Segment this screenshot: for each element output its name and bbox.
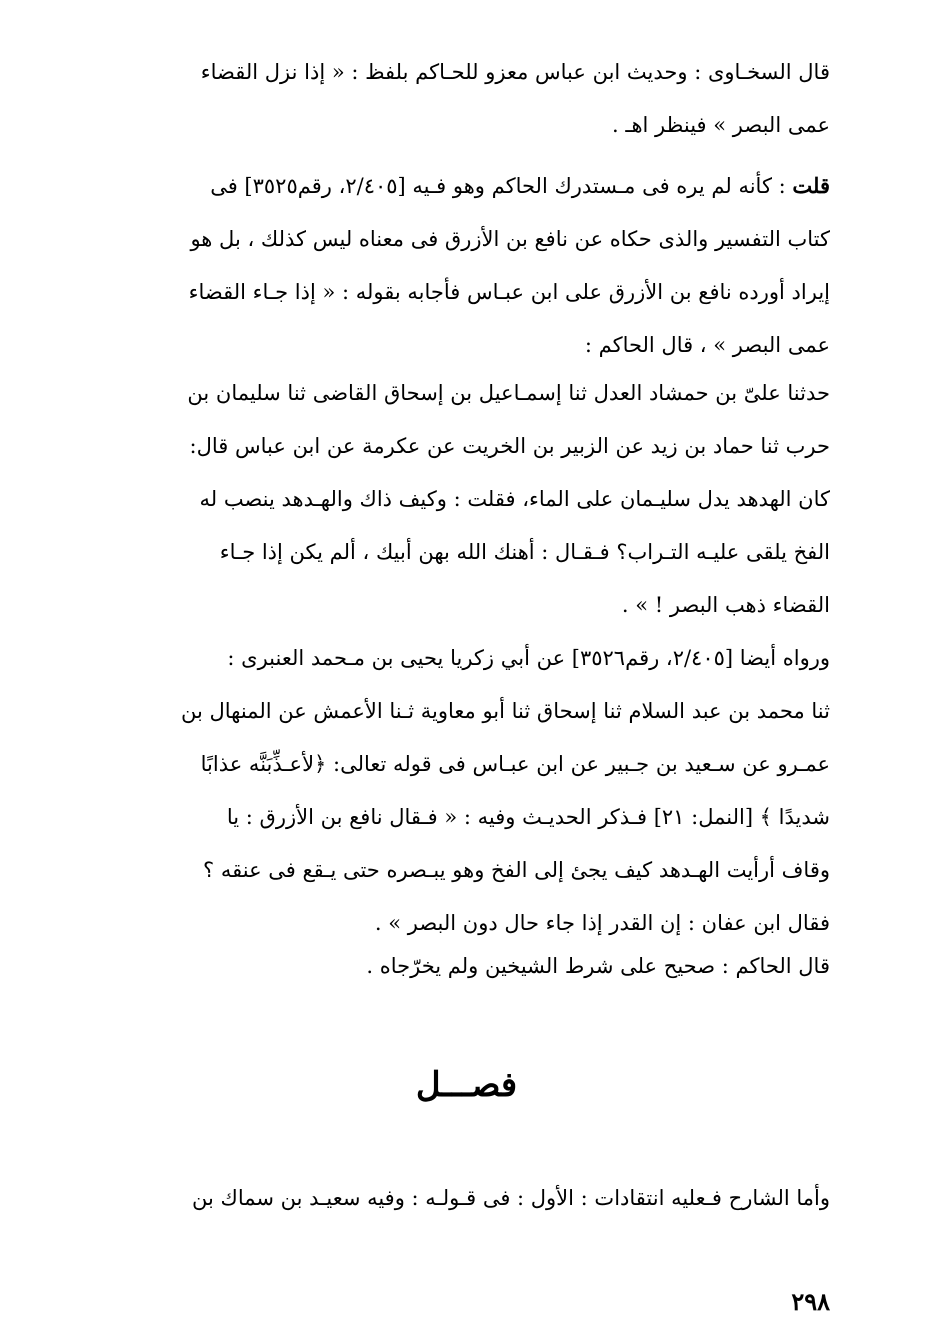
text-line: الفخ يلقى عليـه التـراب؟ فـقـال : أهنك الله بهن أبيك ، ألم يكن إذا جـاء [219, 540, 830, 564]
paragraph-final [118, 1172, 830, 1225]
text-line: عمى البصر » ، قال الحاكم : [584, 333, 830, 357]
paragraph-hadith-chain [118, 367, 830, 632]
paragraph-hakim-verdict [118, 940, 830, 993]
text-line: كان الهدهد يدل سليـمان على الماء، فقلت : وكيف ذاك والهـدهد ينصب له [199, 487, 830, 511]
text-line: وأما الشارح فـعليه انتقادات : الأول : فى قـولـه : وفيه سعيـد بن سماك بن [192, 1186, 830, 1210]
text-line: ثنا محمد بن عبد السلام ثنا إسحاق ثنا أبو معاوية ثـنا الأعمش عن المنهال بن [181, 699, 830, 723]
text-line: وقاف أرأيت الهـدهد كيف يجئ إلى الفخ وهو يبـصره حتى يـقع فى عنقه ؟ [203, 858, 830, 882]
text-line: إيراد أورده نافع بن الأزرق على ابن عبـاس فأجابه بقوله : « إذا جـاء القضاء [188, 280, 830, 304]
page-number: ٢٩٨ [791, 1287, 830, 1316]
text-line: القضاء ذهب البصر ! » . [621, 593, 830, 617]
text-line: شديدًا ﴾ [النمل: ٢١] فـذكر الحديـث وفيه : « فـقال نافع بن الأزرق : يا [226, 805, 830, 829]
text-line: عمى البصر » فينظر اهـ . [611, 113, 830, 137]
section-heading: فصـــل [415, 1065, 518, 1105]
paragraph-second-narration [118, 632, 830, 950]
text-line: كتاب التفسير والذى حكاه عن نافع بن الأزرق فى معناه ليس كذلك ، بل هو [190, 227, 830, 251]
text-line [118, 159, 830, 213]
text-line: فقال ابن عفان : إن القدر إذا جاء حال دون البصر » . [374, 911, 830, 935]
text-line: ورواه أيضا [٢/٤٠٥، رقم٣٥٢٦] عن أبي زكريا يحيى بن مـحمد العنبرى : [227, 646, 830, 670]
text-line: عمـرو عن سـعيد بن جـبير عن ابن عبـاس فى قوله تعالى: ﴿لأعـذِّبَنَّه عذابًا [200, 752, 830, 776]
lead-word: قلت [792, 173, 830, 198]
text-line: قال الحاكم : صحيح على شرط الشيخين ولم يخرّجاه . [366, 954, 830, 978]
paragraph-sakhawi [118, 46, 830, 152]
text-line: قال السخـاوى : وحديث ابن عباس معزو للحـاكم بلفظ : « إذا نزل القضاء [200, 60, 830, 84]
paragraph-qultu [118, 159, 830, 372]
text-line-rest: : كأنه لم يره فى مـستدرك الحاكم وهو فـيه [٢/٤٠٥، رقم٣٥٢٥] فى [210, 174, 793, 198]
text-line: حرب ثنا حماد بن زيد عن الزبير بن الخريت عن عكرمة عن ابن عباس قال: [189, 434, 830, 458]
text-line: حدثنا علىّ بن حمشاد العدل ثنا إسمـاعيل بن إسحاق القاضى ثنا سليمان بن [187, 381, 830, 405]
